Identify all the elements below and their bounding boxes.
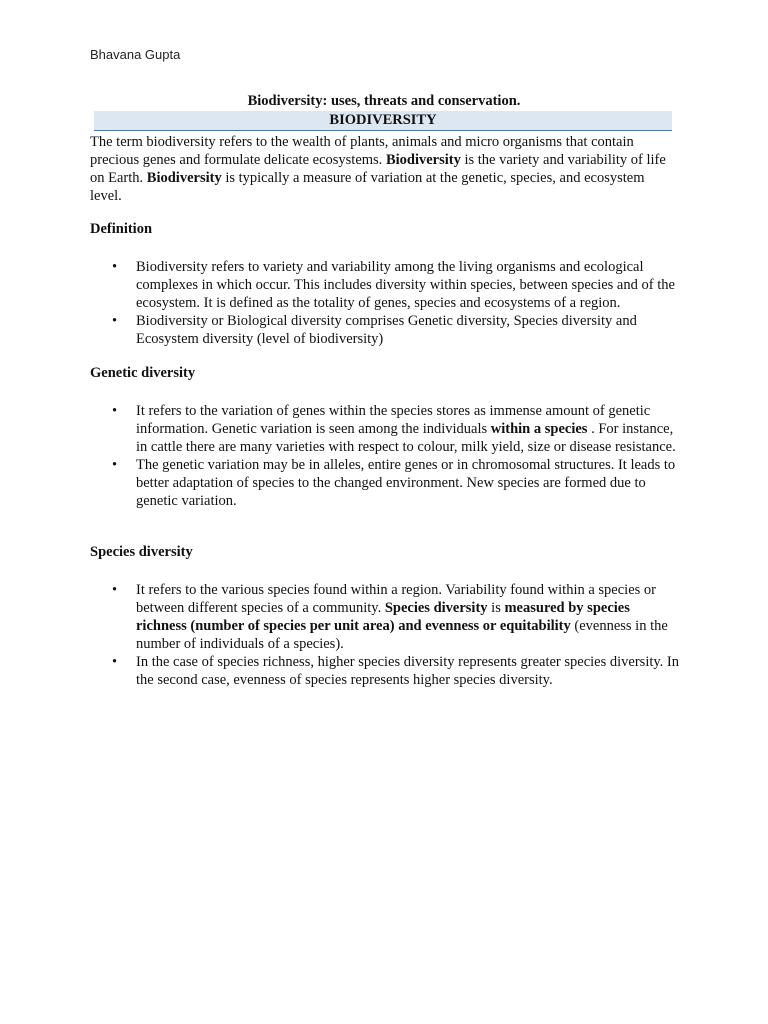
genetic-diversity-list <box>90 402 680 510</box>
intro-text-3: is typically a measure of variation at the genetic, species, and ecosystem level. <box>90 170 645 204</box>
document-title: Biodiversity: uses, threats and conservation. <box>247 93 521 109</box>
bullet-text-2: is <box>487 600 505 616</box>
list-item <box>90 456 680 510</box>
bullet-text-1: It refers to the variation of genes within the species stores as immense amount of genetic information. Genetic variation is seen among the individuals <box>136 403 651 437</box>
intro-text-2: is the variety and variability of life on Earth. <box>90 152 666 186</box>
bullet-text: Biodiversity or Biological diversity comprises Genetic diversity, Species diversity and Ecosystem diversity (level of biodiversity) <box>136 313 637 347</box>
intro-bold-2: Biodiversity <box>146 170 222 186</box>
bullet-text-2: . For instance, in cattle there are many varieties with respect to colour, milk yield, size or disease resistance. <box>136 421 676 455</box>
author-name: Bhavana Gupta <box>90 47 181 62</box>
bullet-text-3: (evenness in the number of individuals of a species). <box>136 618 668 652</box>
section-banner: BIODIVERSITY <box>94 111 672 131</box>
bullet-text-1: It refers to the various species found within a region. Variability found within a species or between different species of a community. <box>136 582 656 616</box>
bullet-bold-1: Species diversity <box>384 600 488 616</box>
bullet-bold: within a species <box>490 421 588 437</box>
bullet-icon: • <box>112 259 118 275</box>
intro-paragraph <box>90 133 678 205</box>
list-item <box>90 312 680 348</box>
definition-list <box>90 258 680 348</box>
list-item <box>90 258 680 312</box>
bullet-icon: • <box>112 313 118 329</box>
bullet-icon: • <box>112 403 118 419</box>
definition-heading: Definition <box>90 221 153 237</box>
bullet-text: The genetic variation may be in alleles, entire genes or in chromosomal structures. It leads to better adaptation of species to the changed environment. New species are formed due to genetic variation. <box>136 457 676 509</box>
list-item <box>90 653 680 689</box>
bullet-text: In the case of species richness, higher species diversity represents greater species diversity. In the second case, evenness of species represents higher species diversity. <box>136 654 680 688</box>
intro-text-1: The term biodiversity refers to the wealth of plants, animals and micro organisms that contain precious genes and formulate delicate ecosystems. <box>90 134 634 168</box>
intro-bold-1: Biodiversity <box>385 152 461 168</box>
genetic-diversity-heading: Genetic diversity <box>90 365 196 381</box>
bullet-bold-2: measured by species richness (number of species per unit area) and evenness or equitability <box>136 600 630 634</box>
species-diversity-heading: Species diversity <box>90 544 193 560</box>
list-item <box>90 581 680 653</box>
list-item <box>90 402 680 456</box>
bullet-icon: • <box>112 654 118 670</box>
bullet-text: Biodiversity refers to variety and variability among the living organisms and ecological complexes in which occur. This includes diversity within species, between species and of the ecosystem. It is defined as the totality of genes, species and ecosystems of a region. <box>136 259 675 311</box>
bullet-icon: • <box>112 582 118 598</box>
bullet-icon: • <box>112 457 118 473</box>
species-diversity-list <box>90 581 680 689</box>
